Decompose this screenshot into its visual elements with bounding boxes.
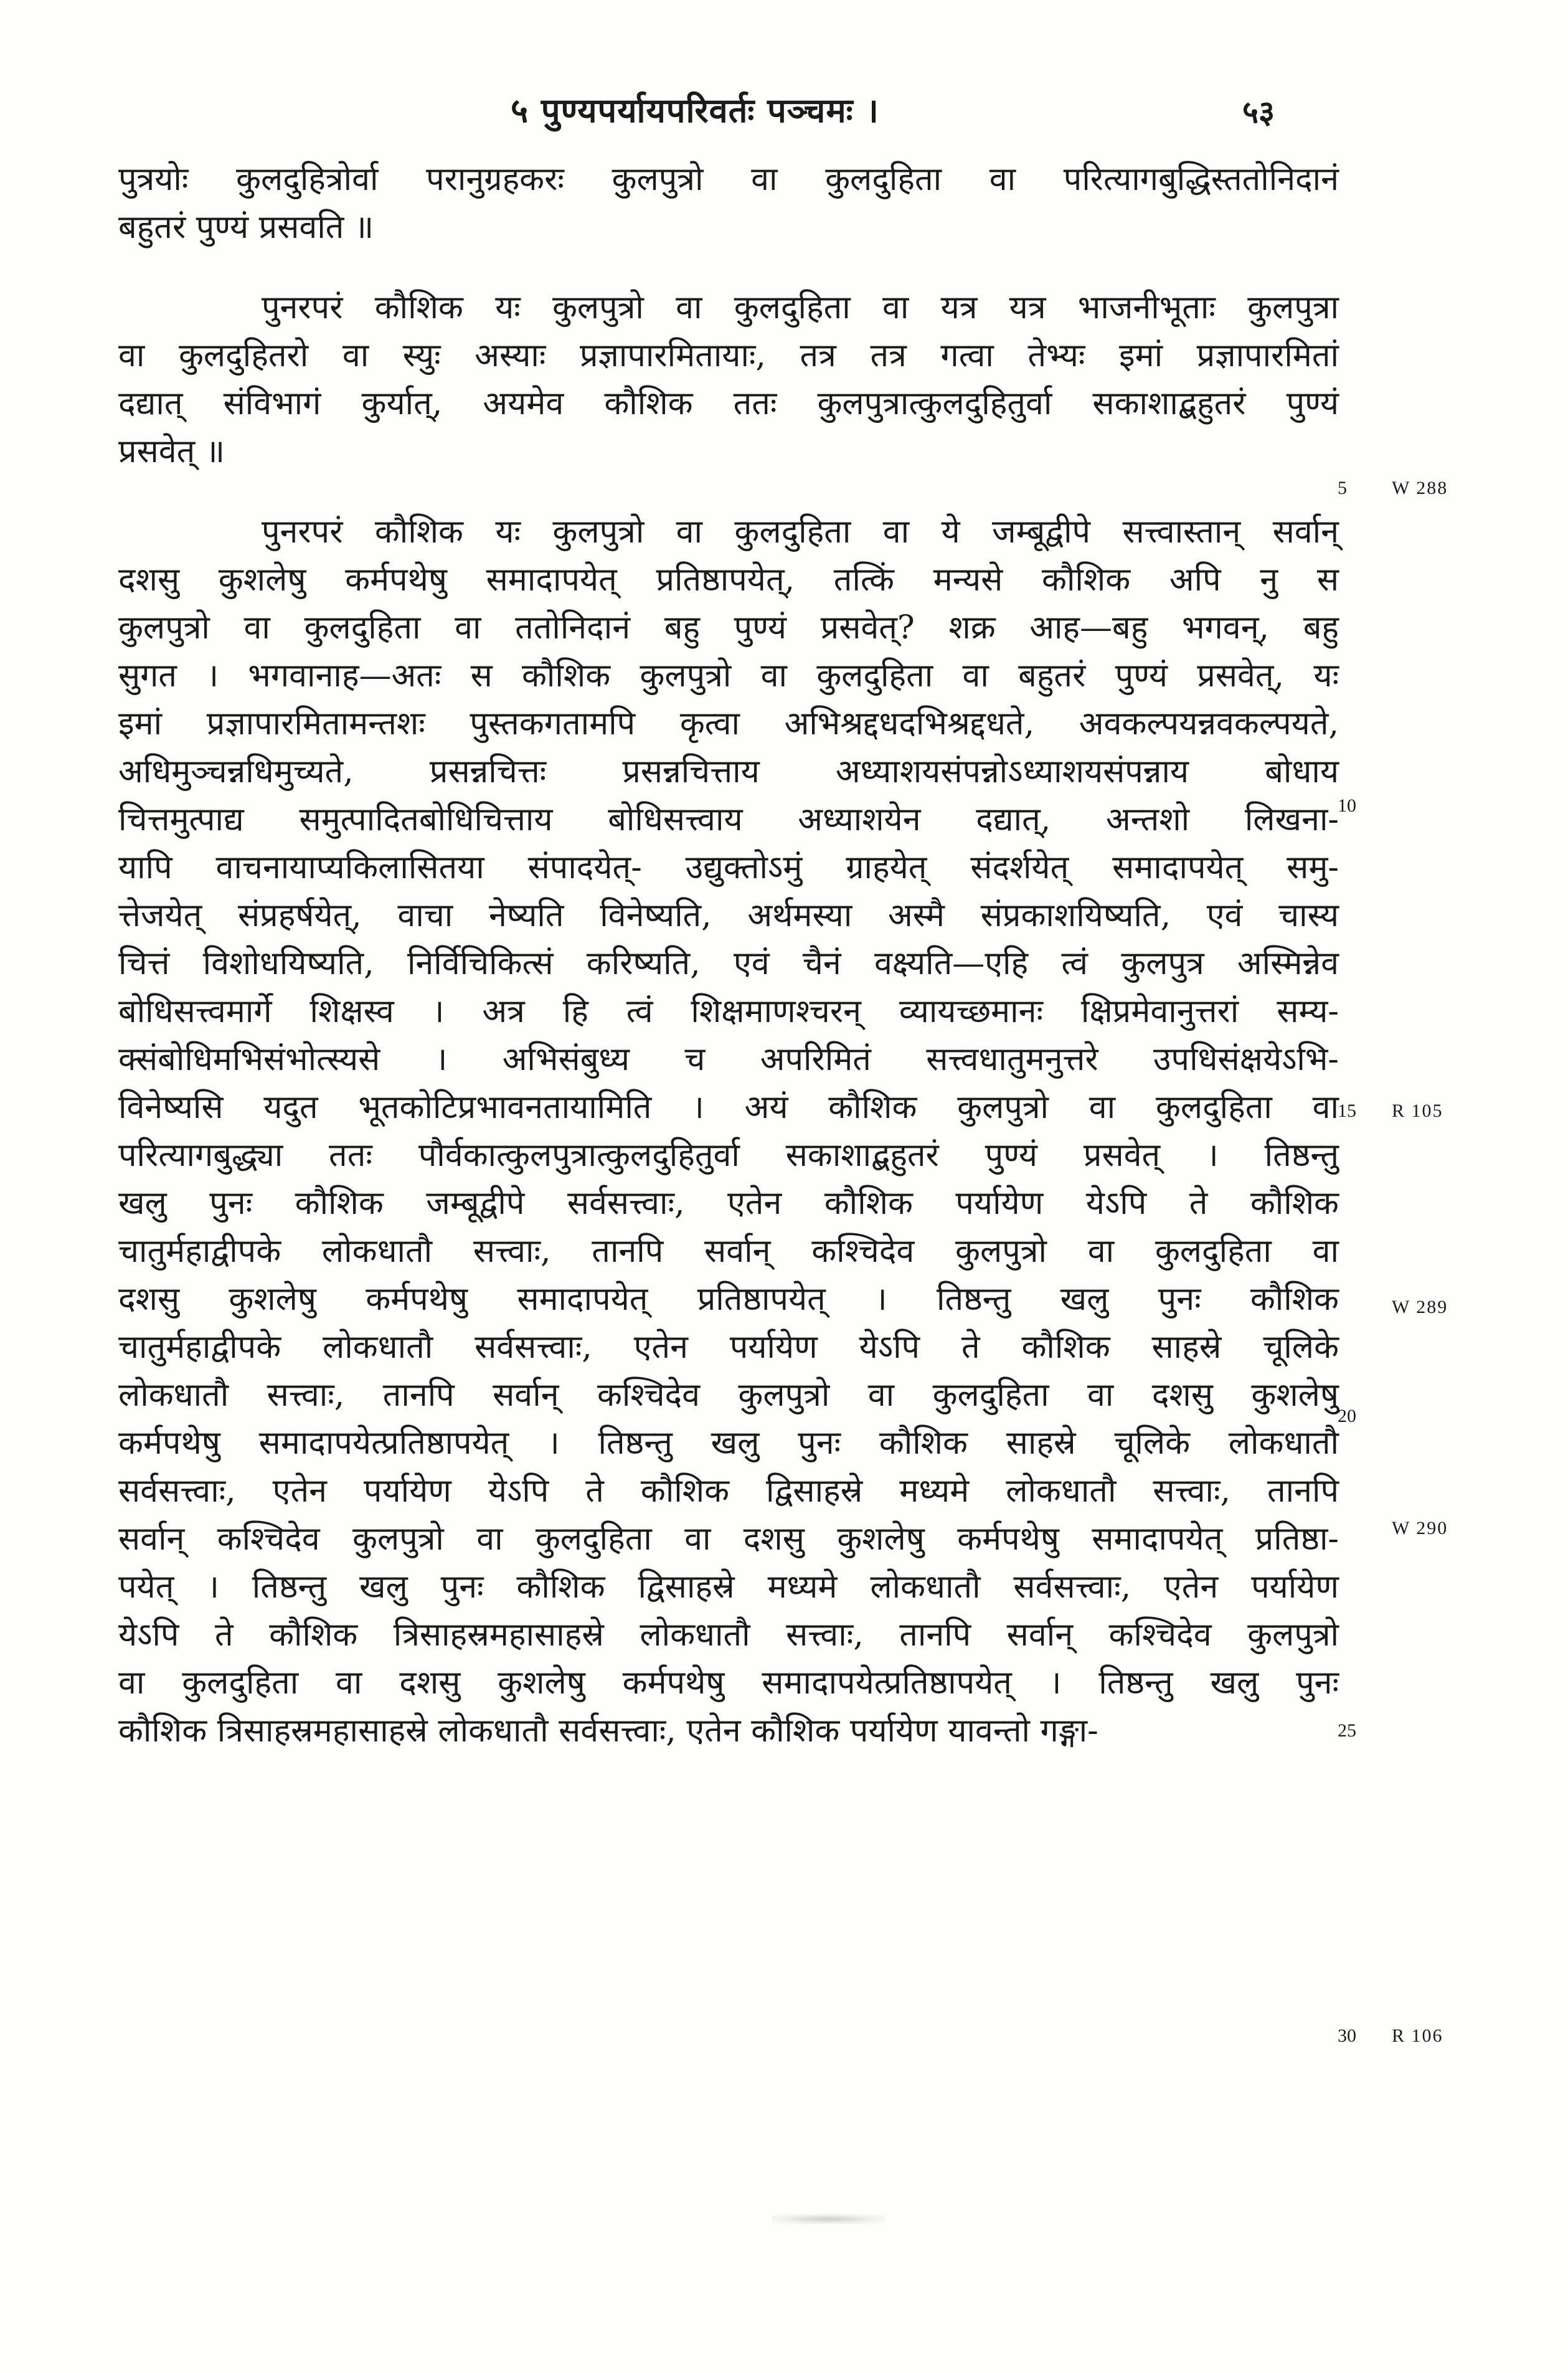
line-number-30: 30: [1338, 2025, 1356, 2046]
text-line: कुलपुत्रो वा कुलदुहिता वा ततोनिदानं बहु पुण्यं प्रसवेत्? शक्र आह—बहु भगवन्, बहु: [118, 609, 1339, 647]
text-line: सर्वान् कश्चिदेव कुलपुत्रो वा कुलदुहिता वा दशसु कुशलेषु कर्मपथेषु समादापयेत् प्रतिष्ठा-: [118, 1520, 1339, 1558]
text-line: पयेत् । तिष्ठन्तु खलु पुनः कौशिक द्विसाहस्रे मध्यमे लोकधातौ सर्वसत्त्वाः, एतेन पर्यायेण: [118, 1568, 1339, 1606]
text-line: पुत्रयोः कुलदुहित्रोर्वा परानुग्रहकरः कुलपुत्रो वा कुलदुहिता वा परित्यागबुद्धिस्ततोनिदानं: [118, 161, 1339, 198]
scan-smudge: [772, 2214, 884, 2224]
text-line: वा कुलदुहितरो वा स्युः अस्याः प्रज्ञापारमितायाः, तत्र तत्र गत्वा तेभ्यः इमां प्रज्ञापारमितां: [118, 337, 1339, 374]
text-line: बहुतरं पुण्यं प्रसवति ॥: [118, 209, 374, 246]
page-number: ५३: [1242, 93, 1275, 130]
line-number-5: 5: [1338, 478, 1347, 498]
running-header: [0, 86, 1568, 136]
margin-ref-r106: R 106: [1392, 2025, 1443, 2046]
margin-ref-w290: W 290: [1392, 1518, 1448, 1538]
text-line: अधिमुञ्चन्नधिमुच्यते, प्रसन्नचित्तः प्रसन्नचित्ताय अध्याशयसंपन्नोऽध्याशयसंपन्नाय बोधाय: [118, 753, 1339, 790]
text-line: सर्वसत्त्वाः, एतेन पर्यायेण येऽपि ते कौशिक द्विसाहस्रे मध्यमे लोकधातौ सत्त्वाः, तानपि: [118, 1472, 1339, 1510]
body-text: [118, 156, 1339, 1755]
text-line: प्रसवेत् ॥: [118, 433, 225, 470]
text-line: परित्यागबुद्ध्या ततः पौर्वकात्कुलपुत्रात्कुलदुहितुर्वा सकाशाद्बहुतरं पुण्यं प्रसवेत् । तिष्ठन्तु: [118, 1137, 1339, 1174]
text-line: येऽपि ते कौशिक त्रिसाहस्रमहासाहस्रे लोकधातौ सत्त्वाः, तानपि सर्वान् कश्चिदेव कुलपुत्रो: [118, 1616, 1339, 1654]
text-line: कौशिक त्रिसाहस्रमहासाहस्रे लोकधातौ सर्वसत्त्वाः, एतेन कौशिक पर्यायेण यावन्तो गङ्गा-: [118, 1712, 1098, 1750]
text-line: चित्तमुत्पाद्य समुत्पादितबोधिचित्ताय बोधिसत्त्वाय अध्याशयेन दद्यात्, अन्तशो लिखना-: [118, 801, 1339, 838]
text-line: कर्मपथेषु समादापयेत्प्रतिष्ठापयेत् । तिष्ठन्तु खलु पुनः कौशिक साहस्रे चूलिके लोकधातौ: [118, 1424, 1339, 1462]
text-line: पुनरपरं कौशिक यः कुलपुत्रो वा कुलदुहिता वा ये जम्बूद्वीपे सत्त्वास्तान् सर्वान्: [262, 513, 1339, 551]
text-line: इमां प्रज्ञापारमितामन्तशः पुस्तकगतामपि कृत्वा अभिश्रद्दधदभिश्रद्दधते, अवकल्पयन्नवकल्पयते,: [118, 705, 1339, 742]
line-number-10: 10: [1338, 795, 1356, 816]
text-line: चातुर्महाद्वीपके लोकधातौ सर्वसत्त्वाः, एतेन पर्यायेण येऽपि ते कौशिक साहस्रे चूलिके: [118, 1329, 1339, 1366]
line-number-25: 25: [1338, 1720, 1356, 1741]
margin-ref-r105: R 105: [1392, 1101, 1443, 1121]
text-line: दद्यात् संविभागं कुर्यात्, अयमेव कौशिक ततः कुलपुत्रात्कुलदुहितुर्वा सकाशाद्बहुतरं पुण्यं: [118, 385, 1339, 422]
text-line: सुगत । भगवानाह—अतः स कौशिक कुलपुत्रो वा कुलदुहिता वा बहुतरं पुण्यं प्रसवेत्, यः: [118, 657, 1339, 694]
text-line: दशसु कुशलेषु कर्मपथेषु समादापयेत् प्रतिष्ठापयेत्, तत्किं मन्यसे कौशिक अपि नु स: [118, 561, 1339, 599]
text-line: बोधिसत्त्वमार्गे शिक्षस्व । अत्र हि त्वं शिक्षमाणश्चरन् व्यायच्छमानः क्षिप्रमेवानुत्तरां सम्य-: [118, 993, 1339, 1030]
text-line: लोकधातौ सत्त्वाः, तानपि सर्वान् कश्चिदेव कुलपुत्रो वा कुलदुहिता वा दशसु कुशलेषु: [118, 1376, 1339, 1414]
line-number-20: 20: [1338, 1406, 1356, 1426]
text-line: चातुर्महाद्वीपके लोकधातौ सत्त्वाः, तानपि सर्वान् कश्चिदेव कुलपुत्रो वा कुलदुहिता वा: [118, 1233, 1339, 1270]
text-line: यापि वाचनायाप्यकिलासितया संपादयेत्- उद्युक्तोऽमुं ग्राहयेत् संदर्शयेत् समादापयेत् समु-: [118, 849, 1339, 886]
text-line: विनेष्यसि यदुत भूतकोटिप्रभावनतायामिति । अयं कौशिक कुलपुत्रो वा कुलदुहिता वा: [118, 1089, 1339, 1126]
text-line: दशसु कुशलेषु कर्मपथेषु समादापयेत् प्रतिष्ठापयेत् । तिष्ठन्तु खलु पुनः कौशिक: [118, 1281, 1339, 1318]
text-line: चित्तं विशोधयिष्यति, निर्विचिकित्सं करिष्यति, एवं चैनं वक्ष्यति—एहि त्वं कुलपुत्र अस्मिन्नेव: [118, 945, 1339, 982]
margin-ref-w288: W 288: [1392, 478, 1448, 498]
margin-ref-w289: W 289: [1392, 1297, 1448, 1317]
text-line: वा कुलदुहिता वा दशसु कुशलेषु कर्मपथेषु समादापयेत्प्रतिष्ठापयेत् । तिष्ठन्तु खलु पुनः: [118, 1664, 1339, 1702]
text-line: खलु पुनः कौशिक जम्बूद्वीपे सर्वसत्त्वाः, एतेन कौशिक पर्यायेण येऽपि ते कौशिक: [118, 1185, 1339, 1222]
text-line: पुनरपरं कौशिक यः कुलपुत्रो वा कुलदुहिता वा यत्र यत्र भाजनीभूताः कुलपुत्रा: [262, 289, 1339, 326]
text-line: क्संबोधिमभिसंभोत्स्यसे । अभिसंबुध्य च अपरिमितं सत्त्वधातुमनुत्तरे उपधिसंक्षयेऽभि-: [118, 1041, 1339, 1078]
text-line: त्तेजयेत् संप्रहर्षयेत्, वाचा नेष्यति विनेष्यति, अर्थमस्या अस्मै संप्रकाशयिष्यति, एवं चास्य: [118, 897, 1339, 934]
line-number-15: 15: [1338, 1101, 1356, 1121]
chapter-title: ५ पुण्यपर्यायपरिवर्तः पञ्चमः ।: [511, 90, 879, 130]
